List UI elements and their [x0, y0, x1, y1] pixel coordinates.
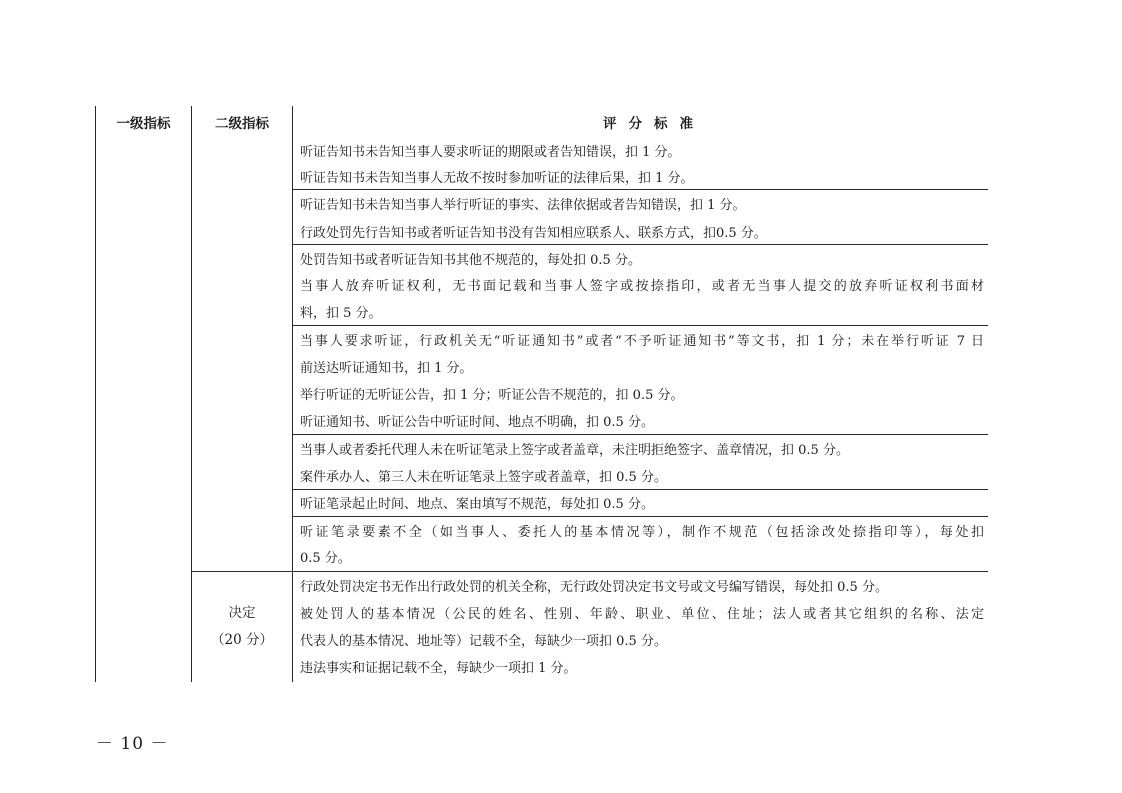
criteria-line: 听证告知书未告知当事人举行听证的事实、法律依据或者告知错误，扣 1 分。	[300, 198, 746, 213]
criteria-line: 行政处罚决定书无作出行政处罚的机关全称，无行政处罚决定书文号或文号编写错误，每处扣 0.5 分。	[300, 580, 888, 595]
page-number: － 10 －	[96, 734, 169, 754]
criteria-line: 代表人的基本情况、地址等）记载不全，每缺少一项扣 0.5 分。	[300, 634, 667, 649]
criteria-line: 当事人放弃听证权利，无书面记载和当事人签字或按捺指印，或者无当事人提交的放弃听证权利书面材	[300, 279, 984, 294]
criteria-line: 被处罚人的基本情况（公民的姓名、性别、年龄、职业、单位、住址；法人或者其它组织的名称、法定	[300, 607, 984, 622]
header-criteria: 评分标准	[603, 116, 705, 132]
decision-points: （20 分）	[211, 632, 273, 648]
criteria-line: 听证笔录起止时间、地点、案由填写不规范，每处扣 0.5 分。	[300, 497, 654, 512]
table-left-border	[95, 106, 96, 682]
criteria-line: 处罚告知书或者听证告知书其他不规范的，每处扣 0.5 分。	[300, 253, 641, 268]
criteria-line: 违法事实和证据记载不全，每缺少一项扣 1 分。	[300, 661, 577, 676]
criteria-line: 听证告知书未告知当事人要求听证的期限或者告知错误，扣 1 分。	[300, 145, 681, 160]
criteria-line: 料，扣 5 分。	[300, 306, 382, 321]
criteria-line: 举行听证的无听证公告，扣 1 分；听证公告不规范的，扣 0.5 分。	[300, 388, 684, 403]
criteria-line: 案件承办人、第三人未在听证笔录上签字或者盖章，扣 0.5 分。	[300, 470, 667, 485]
criteria-line: 0.5 分。	[300, 551, 351, 566]
criteria-line: 当事人要求听证，行政机关无“听证通知书”或者“不予听证通知书”等文书，扣 1 分；未在举行听证 7 日	[300, 334, 984, 349]
header-level2: 二级指标	[215, 116, 269, 132]
table-column-divider-2	[292, 106, 293, 682]
header-level1: 一级指标	[116, 116, 171, 132]
criteria-line: 当事人或者委托代理人未在听证笔录上签字或者盖章，未注明拒绝签字、盖章情况，扣 0.5 分。	[300, 443, 849, 458]
criteria-line: 前送达听证通知书，扣 1 分。	[300, 361, 473, 376]
criteria-line: 听证笔录要素不全（如当事人、委托人的基本情况等），制作不规范（包括涂改处捺指印等），每处扣	[300, 525, 984, 540]
table-column-divider-1	[191, 106, 192, 682]
criteria-line: 听证通知书、听证公告中听证时间、地点不明确，扣 0.5 分。	[300, 415, 654, 430]
criteria-line: 听证告知书未告知当事人无故不按时参加听证的法律后果，扣 1 分。	[300, 171, 694, 186]
criteria-line: 行政处罚先行告知书或者听证告知书没有告知相应联系人、联系方式，扣0.5 分。	[300, 226, 767, 241]
decision-label: 决定	[228, 605, 256, 621]
